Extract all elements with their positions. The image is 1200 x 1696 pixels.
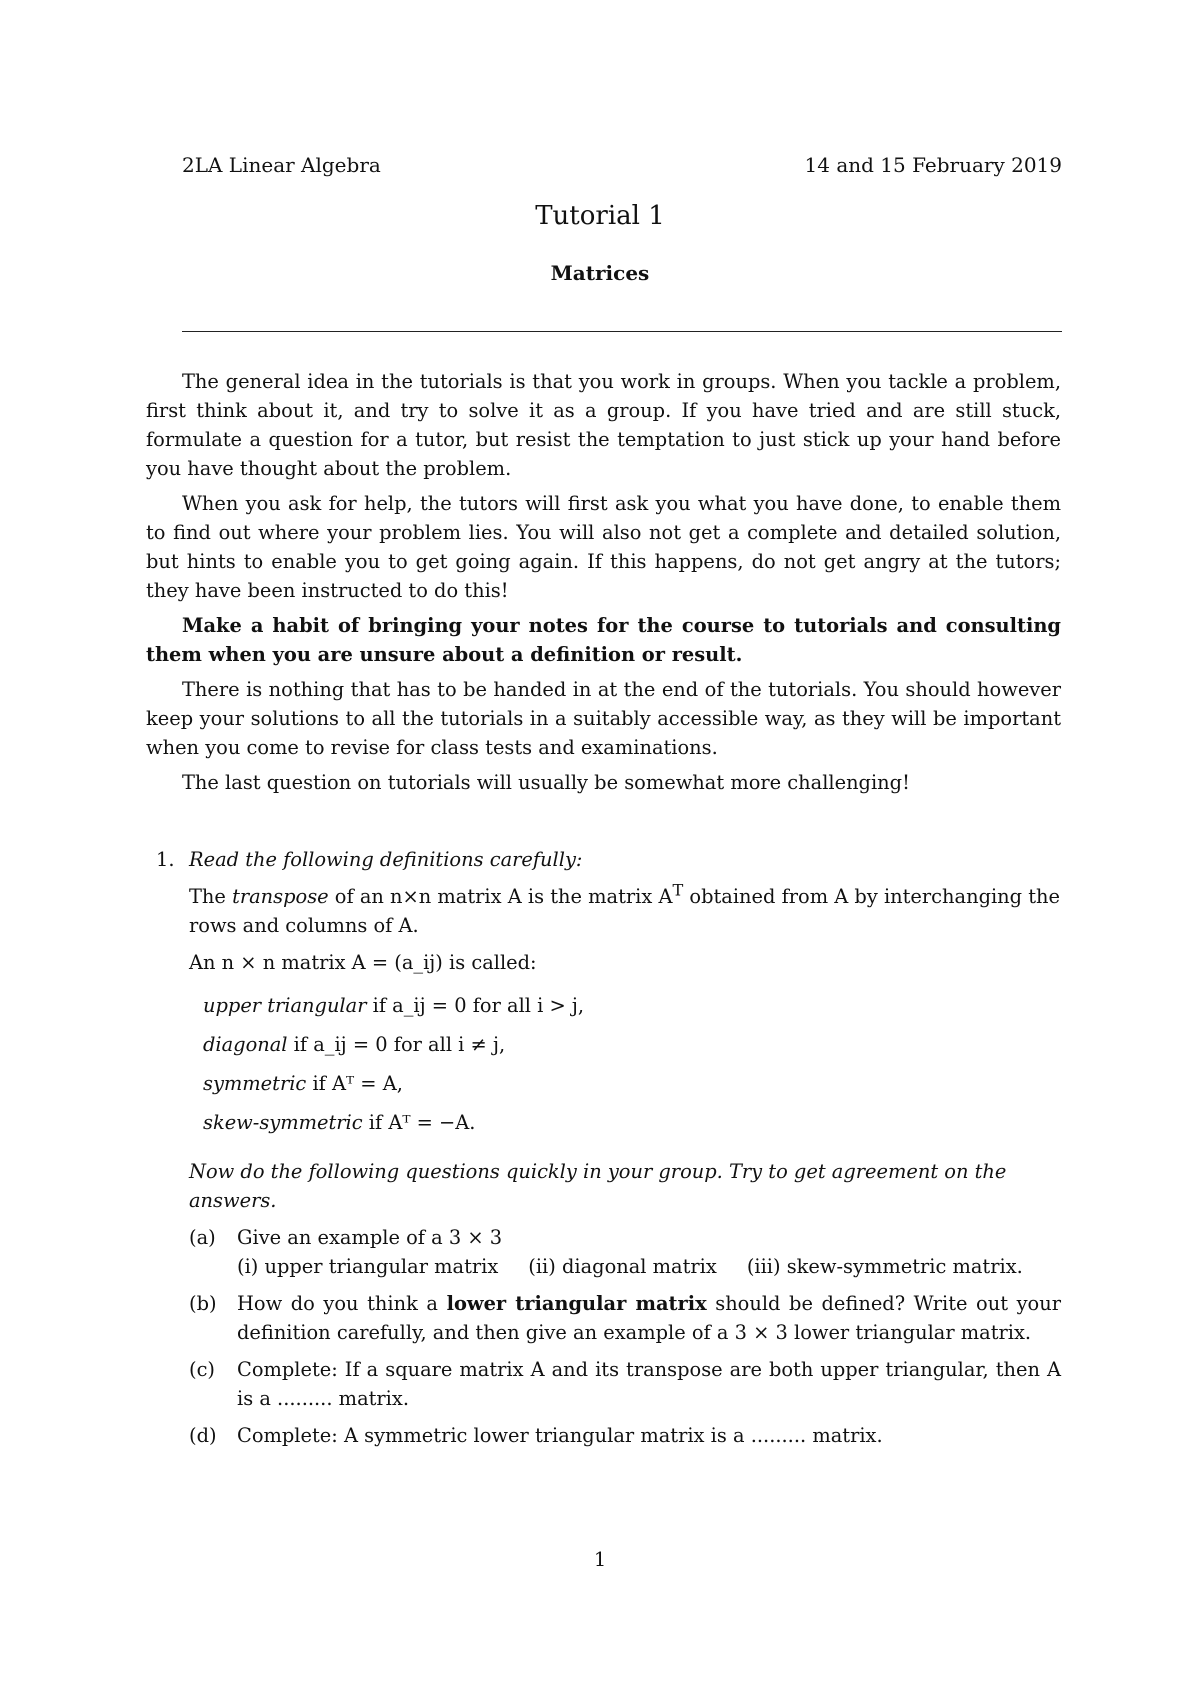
definition-term: skew-symmetric bbox=[203, 1111, 363, 1134]
transpose-superscript: T bbox=[672, 880, 684, 900]
intro-paragraph-5: The last question on tutorials will usually be somewhat more challenging! bbox=[182, 771, 910, 794]
intro-paragraph-2: When you ask for help, the tutors will first ask you what you have done, to enable them to find out where your problem lies. You will also not get a complete and detailed solution, but hints to enable you to get going again. If this happens, do not get angry at the tutors; they have been instructed to do this! bbox=[146, 492, 1061, 602]
definition-skew-symmetric bbox=[203, 1108, 1061, 1147]
part-d bbox=[189, 1421, 1061, 1450]
called-line: An n × n matrix A = (a_ij) is called: bbox=[189, 951, 537, 974]
definition-rest: if Aᵀ = −A. bbox=[362, 1111, 476, 1134]
definition-diagonal bbox=[203, 1030, 1061, 1069]
part-a-options bbox=[237, 1252, 1061, 1281]
page-number: 1 bbox=[593, 1548, 607, 1571]
option-ii: (ii) diagonal matrix bbox=[528, 1255, 717, 1278]
page-title: Tutorial 1 bbox=[535, 201, 665, 231]
page-header bbox=[182, 150, 1062, 180]
horizontal-rule bbox=[182, 331, 1062, 332]
part-a bbox=[189, 1223, 1061, 1281]
definition-rest: if Aᵀ = A, bbox=[306, 1072, 403, 1095]
part-label: (a) bbox=[189, 1226, 216, 1249]
intro-paragraph-3: Make a habit of bringing your notes for the course to tutorials and consulting them when you are unsure about a definition or result. bbox=[146, 614, 1061, 666]
intro-paragraph-1: The general idea in the tutorials is that you work in groups. When you tackle a problem, first think about it, and try to solve it as a group. If you have tried and are still stuck, formulate a question for a tutor, but resist the temptation to just stick up your hand before you have thought about the problem. bbox=[146, 370, 1061, 480]
intro-paragraph-4: There is nothing that has to be handed in at the end of the tutorials. You should however keep your solutions to all the tutorials in a suitably accessible way, as they will be important when you come to revise for class tests and examinations. bbox=[146, 678, 1061, 759]
intro-section bbox=[146, 367, 1061, 803]
group-instruction: Now do the following questions quickly in your group. Try to get agreement on the answers. bbox=[189, 1160, 1007, 1212]
question-number: 1. bbox=[156, 848, 175, 871]
transpose-post: obtained from A by interchanging the rows and columns of A. bbox=[189, 885, 1061, 937]
definition-term: diagonal bbox=[203, 1033, 288, 1056]
option-iii: (iii) skew-symmetric matrix. bbox=[746, 1255, 1023, 1278]
part-b-bold: lower triangular matrix bbox=[446, 1292, 707, 1315]
part-b-pre: How do you think a bbox=[237, 1292, 447, 1315]
option-i: (i) upper triangular matrix bbox=[237, 1255, 499, 1278]
definition-symmetric bbox=[203, 1069, 1061, 1108]
transpose-term: transpose bbox=[232, 885, 329, 908]
part-d-text: Complete: A symmetric lower triangular matrix is a ......... matrix. bbox=[237, 1424, 883, 1447]
question-heading: Read the following definitions carefully: bbox=[189, 848, 583, 871]
transpose-definition bbox=[189, 882, 1061, 940]
part-b-post: should be defined? Write out your definition carefully, and then give an example of a 3 × 3 lower triangular matrix. bbox=[237, 1292, 1061, 1344]
part-c bbox=[189, 1355, 1061, 1413]
definition-rest: if a_ij = 0 for all i > j, bbox=[366, 994, 585, 1017]
transpose-mid: of an n×n matrix A is the matrix A bbox=[328, 885, 673, 908]
part-c-text: Complete: If a square matrix A and its transpose are both upper triangular, then A is a ......... matrix. bbox=[237, 1358, 1061, 1410]
part-label: (d) bbox=[189, 1424, 217, 1447]
part-b bbox=[189, 1289, 1061, 1347]
part-a-line1: Give an example of a 3 × 3 bbox=[237, 1226, 503, 1249]
part-label: (c) bbox=[189, 1358, 215, 1381]
transpose-pre: The bbox=[189, 885, 233, 908]
page-subtitle: Matrices bbox=[550, 261, 650, 285]
part-label: (b) bbox=[189, 1292, 217, 1315]
definition-term: symmetric bbox=[203, 1072, 307, 1095]
definition-rest: if a_ij = 0 for all i ≠ j, bbox=[287, 1033, 506, 1056]
definition-upper-triangular bbox=[203, 991, 1061, 1030]
question-body bbox=[189, 845, 1061, 1458]
definition-term: upper triangular bbox=[203, 994, 367, 1017]
definitions-list bbox=[203, 991, 1061, 1147]
tutorial-date: 14 and 15 February 2019 bbox=[804, 153, 1062, 177]
course-name: 2LA Linear Algebra bbox=[182, 153, 381, 177]
